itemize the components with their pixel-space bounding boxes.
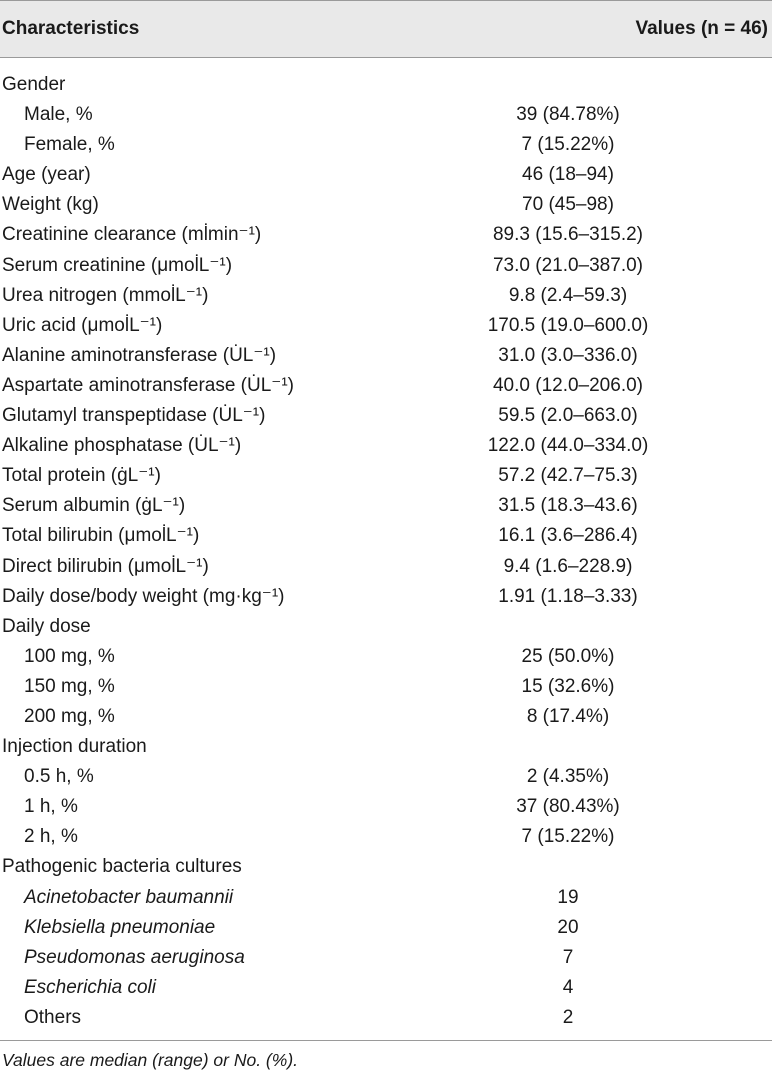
row-label: 0.5 h, % (24, 766, 94, 788)
table-row (0, 311, 772, 341)
row-value: 7 (562, 946, 574, 968)
row-value: 31.5 (18.3–43.6) (498, 495, 638, 517)
row-label: Daily dose/body weight (mg·kg⁻¹) (2, 585, 285, 607)
row-value: 8 (17.4%) (526, 705, 610, 727)
row-value: 122.0 (44.0–334.0) (487, 435, 649, 457)
row-value: 7 (15.22%) (521, 134, 615, 156)
table-row (0, 582, 772, 612)
table-row (0, 251, 772, 281)
table-row (0, 281, 772, 311)
table-row (0, 883, 772, 913)
row-value: 2 (4.35%) (526, 766, 610, 788)
table-row (0, 552, 772, 582)
table-row (0, 762, 772, 792)
table-body (0, 58, 772, 1033)
table-row (0, 220, 772, 250)
row-label: 200 mg, % (24, 705, 115, 727)
row-label: 1 h, % (24, 796, 78, 818)
table-row (0, 371, 772, 401)
row-value: 89.3 (15.6–315.2) (492, 224, 643, 246)
row-value: 37 (80.43%) (516, 796, 620, 818)
table-row (0, 852, 772, 882)
table-row (0, 461, 772, 491)
table-header (0, 0, 772, 58)
table-row (0, 642, 772, 672)
row-label: Alkaline phosphatase (U̇L⁻¹) (2, 435, 242, 457)
table-row (0, 491, 772, 521)
table-row (0, 1003, 772, 1033)
row-value: 57.2 (42.7–75.3) (498, 465, 638, 487)
table-row (0, 190, 772, 220)
row-label: Serum creatinine (μmol̇L⁻¹) (2, 254, 233, 276)
row-value: 4 (562, 976, 574, 998)
table-row (0, 672, 772, 702)
row-value: 170.5 (19.0–600.0) (487, 314, 649, 336)
row-label: Pathogenic bacteria cultures (2, 856, 242, 878)
row-value: 39 (84.78%) (516, 104, 620, 126)
row-label: Daily dose (2, 615, 91, 637)
header-characteristics: Characteristics (2, 18, 140, 39)
row-value: 20 (557, 916, 579, 938)
row-label: Injection duration (2, 736, 147, 758)
table-row (0, 70, 772, 100)
row-value: 9.4 (1.6–228.9) (503, 555, 633, 577)
row-label: Klebsiella pneumoniae (24, 916, 216, 938)
row-label: Urea nitrogen (mmol̇L⁻¹) (2, 284, 209, 306)
row-value: 9.8 (2.4–59.3) (508, 284, 628, 306)
row-label: Gender (2, 74, 66, 95)
table-row (0, 401, 772, 431)
row-value: 1.91 (1.18–3.33) (498, 585, 638, 607)
row-label: Serum albumin (ġL⁻¹) (2, 495, 186, 517)
row-label: Age (year) (2, 164, 91, 186)
header-values: Values (n = 46) (635, 18, 768, 39)
row-value: 59.5 (2.0–663.0) (498, 405, 638, 427)
row-label: Uric acid (μmol̇L⁻¹) (2, 314, 163, 336)
row-label: 150 mg, % (24, 675, 115, 697)
table-row (0, 702, 772, 732)
table-row (0, 160, 772, 190)
row-label: Total bilirubin (μmol̇L⁻¹) (2, 525, 200, 547)
row-label: Male, % (24, 104, 93, 126)
table-footnote: Values are median (range) or No. (%). (2, 1050, 299, 1070)
table-row (0, 100, 772, 130)
table-footer (0, 1040, 772, 1070)
row-label: Pseudomonas aeruginosa (24, 946, 245, 968)
row-label: Creatinine clearance (ml̇min⁻¹) (2, 224, 262, 246)
row-label: Glutamyl transpeptidase (U̇L⁻¹) (2, 405, 266, 427)
row-value: 2 (562, 1006, 574, 1028)
table-row (0, 521, 772, 551)
row-value: 40.0 (12.0–206.0) (492, 374, 643, 396)
table-row (0, 913, 772, 943)
row-value: 19 (557, 886, 579, 908)
row-value: 16.1 (3.6–286.4) (498, 525, 638, 547)
table-row (0, 822, 772, 852)
table-row (0, 612, 772, 642)
row-label: 2 h, % (24, 826, 78, 848)
table-row (0, 973, 772, 1003)
row-label: Acinetobacter baumannii (24, 886, 234, 908)
row-label: Aspartate aminotransferase (U̇L⁻¹) (2, 374, 294, 396)
table-row (0, 732, 772, 762)
table-row (0, 130, 772, 160)
table-row (0, 792, 772, 822)
row-label: Total protein (ġL⁻¹) (2, 465, 161, 487)
table-row (0, 431, 772, 461)
row-label: Alanine aminotransferase (U̇L⁻¹) (2, 344, 277, 366)
row-label: Escherichia coli (24, 976, 156, 998)
row-label: Others (24, 1006, 82, 1028)
table-row (0, 341, 772, 371)
table-row (0, 943, 772, 973)
row-value: 7 (15.22%) (521, 826, 615, 848)
row-value: 73.0 (21.0–387.0) (492, 254, 643, 276)
row-label: Direct bilirubin (μmol̇L⁻¹) (2, 555, 209, 577)
row-value: 31.0 (3.0–336.0) (498, 344, 638, 366)
row-label: 100 mg, % (24, 645, 115, 667)
row-value: 25 (50.0%) (521, 645, 615, 667)
row-label: Weight (kg) (2, 194, 99, 216)
row-value: 70 (45–98) (522, 194, 614, 216)
row-value: 46 (18–94) (522, 164, 614, 186)
row-label: Female, % (24, 134, 115, 156)
row-value: 15 (32.6%) (521, 675, 615, 697)
